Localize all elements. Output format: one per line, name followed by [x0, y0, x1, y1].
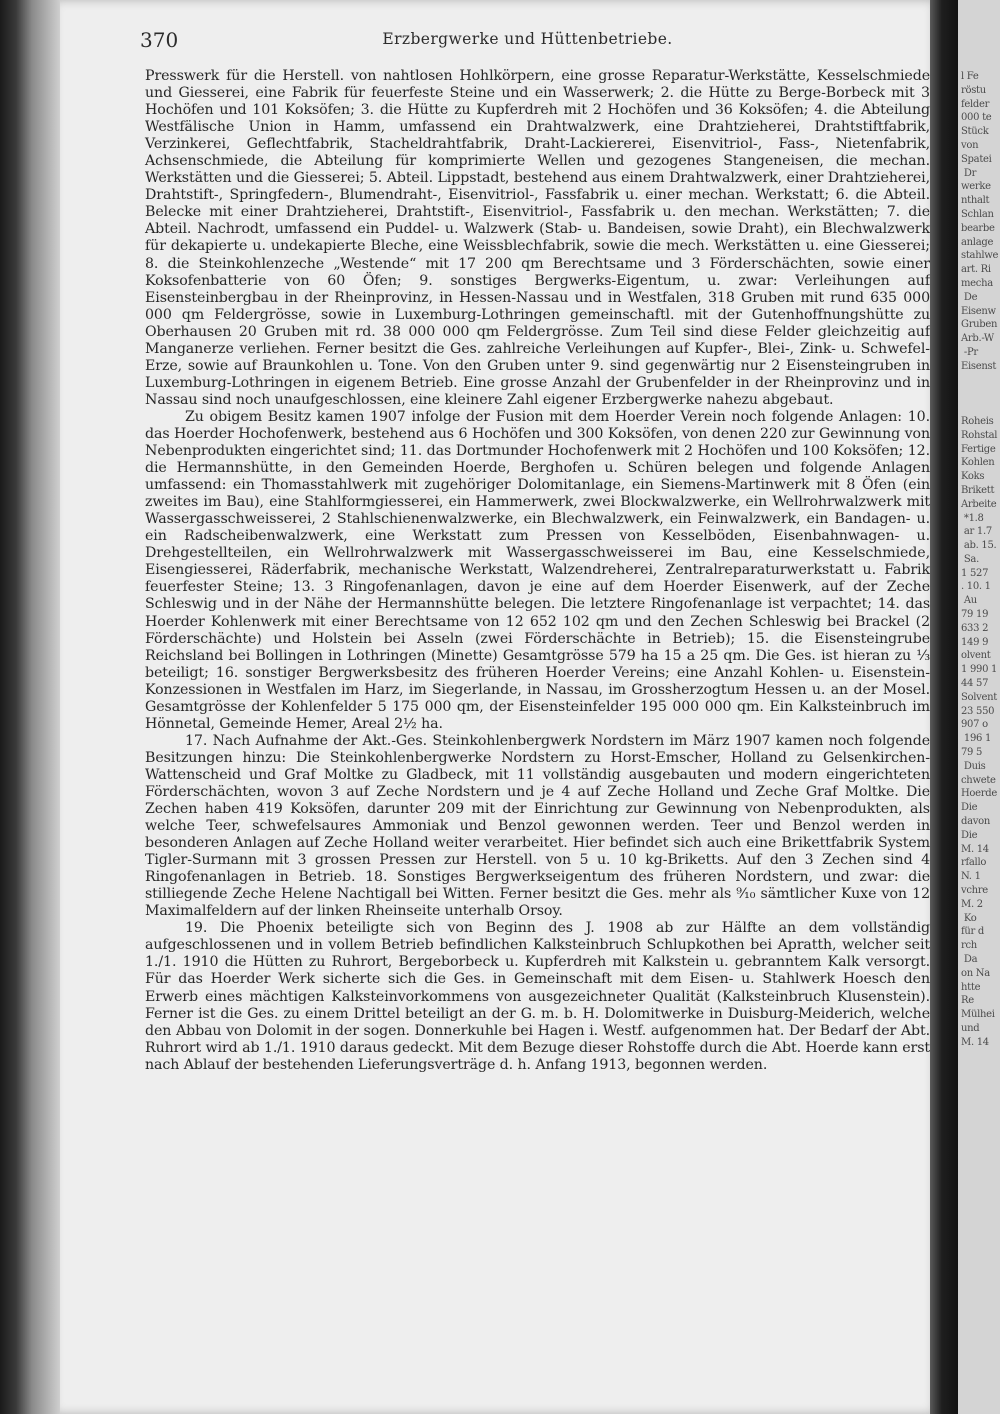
book-binding-gutter	[930, 0, 960, 1414]
paragraph-4: 19. Die Phoenix beteiligte sich von Beginn des J. 1908 ab zur Hälfte an dem vollständig aufgeschlossenen und in vollem Betrieb befindlichen Kalksteinbruch Schlupkothen bei Apratth, welcher seit 1./1. 1910 die Hütten zu Ruhrort, Bergeborbeck u. Kupferdreh mit Kalkstein u. gebranntem Kalk versorgt. Für das Hoerder Werk sicherte sich die Ges. in Gemeinschaft mit dem Eisen- u. Stahlwerk Hoesch den Erwerb eines mächtigen Kalksteinvorkommens von ausgezeichneter Qualität (Kalksteinbruch Klusenstein). Ferner ist die Ges. zu einem Drittel beteiligt an der G. m. b. H. Dolomitwerke in Duisburg-Meiderich, welche den Abbau von Dolomit in der sogen. Donnerkuhle bei Hagen i. Westf. aufgenommen hat. Der Bedarf der Abt. Ruhrort wird ab 1./1. 1910 daraus gedeckt. Mit dem Bezuge dieser Rohstoffe durch die Abt. Hoerde kann erst nach Ablauf der bestehenden Lieferungsverträge d. h. Anfang 1913, begonnen werden.	[145, 920, 930, 1073]
body-text	[145, 68, 930, 1074]
paragraph-3: 17. Nach Aufnahme der Akt.-Ges. Steinkohlenbergwerk Nordstern im März 1907 kamen noch folgende Besitzungen hinzu: Die Steinkohlenbergwerke Nordstern zu Horst-Emscher, Holland zu Gelsenkirchen-Wattenscheid und Graf Moltke zu Gladbeck, mit 11 vollständig ausgebauten und modern eingerichteten Förderschächten, wovon 3 auf Zeche Nordstern und je 4 auf Zeche Holland und Zeche Graf Moltke. Die Zechen haben 419 Koksöfen, darunter 209 mit der Einrichtung zur Gewinnung von Nebenprodukten, als welche Teer, schwefelsaures Ammoniak und Benzol gewonnen werden. Teer und Benzol werden in besonderen Anlagen auf Zeche Holland weiter verarbeitet. Hier befindet sich auch eine Brikettfabrik System Tigler-Surmann mit 3 grossen Pressen zur Herstell. von 5 u. 10 kg-Briketts. Auf den 3 Zechen sind 4 Ringofenanlagen in Betrieb. 18. Sonstiges Bergwerkseigentum des früheren Nordstern, und zwar: die stilliegende Zeche Helene Nachtigall bei Witten. Ferner besitzt die Ges. mehr als ⁹⁄₁₀ sämtlicher Kuxe von 12 Maximalfeldern auf der linken Rheinseite unterhalb Orsoy.	[145, 732, 930, 920]
page-header	[140, 28, 915, 54]
running-title: Erzbergwerke und Hüttenbetriebe.	[382, 30, 673, 48]
page-number: 370	[140, 28, 179, 52]
adjacent-page-edge	[958, 0, 1000, 1414]
adjacent-page-text-fragment: l Fe röstu felder 000 te Stück von Spatei Dr werke nthalt Schlan bearbe anlage stahlwe art. Ri mecha De Eisenw Gruben Arb.-W -Pr Eisenst Roheis Rohstal Fertige Kohlen Koks Brikett Arbeite *1.8 ar 1.7 ab. 15. Sa. 1 527 . 10. 1 Au 79 19 633 2 149 9 olvent 1 990 1 44 57 Solvent 23 550 907 o 196 1 79 5 Duis chwete Hoerde Die davon Die M. 14 rfallo N. 1 vchre M. 2 Ko für d rch Da on Na htte Re Mülhei und M. 14	[961, 71, 999, 1048]
paragraph-1: Presswerk für die Herstell. von nahtlosen Hohlkörpern, eine grosse Reparatur-Werkstätte, Kesselschmiede und Giesserei, eine Fabrik für feuerfeste Steine und ein Wasserwerk; 2. die Hütte zu Berge-Borbeck mit 3 Hochöfen und 101 Koksöfen; 3. die Hütte zu Kupferdreh mit 2 Hochöfen und 36 Koksöfen; 4. die Abteilung Westfälische Union in Hamm, umfassend ein Drahtwalzwerk, eine Drahtzieherei, Drahtstiftfabrik, Verzinkerei, Geflechtfabrik, Stacheldrahtfabrik, Draht-Lackiererei, Eisenvitriol-, Fass-, Nietenfabrik, Achsenschmiede, die Abteilung für komprimierte Wellen und gezogenes Stangeneisen, die mechan. Werkstätten und die Giesserei; 5. Abteil. Lippstadt, bestehend aus einem Drahtwalzwerk, einer Drahtzieherei, Drahtstift-, Springfedern-, Blumendraht-, Eisenvitriol-, Fassfabrik u. einer mechan. Werkstatt; 6. die Abteil. Belecke mit einer Drahtzieherei, Drahtstift-, Eisenvitriol-, Fassfabrik u. den mechan. Werkstätten; 7. die Abteil. Nachrodt, umfassend ein Puddel- u. Walzwerk (Stab- u. Bandeisen, sowie Draht), ein Blechwalzwerk für dekapierte u. undekapierte Bleche, eine Weissblechfabrik, sowie die mech. Werkstätten u. eine Giesserei; 8. die Steinkohlenzeche „Westende“ mit 17 200 qm Berechtsame und 3 Förderschächten, sowie einer Koksofenbatterie von 60 Öfen; 9. sonstiges Bergwerks-Eigentum, u. zwar: Verleihungen auf Eisensteinbergbau in der Rheinprovinz, in Hessen-Nassau und in Westfalen, 318 Gruben mit rund 635 000 000 qm Feldergrösse, sowie in Luxemburg-Lothringen gemeinschaftl. mit der Gutenhoffnungshütte zu Oberhausen 20 Gruben mit rd. 38 000 000 qm Feldergrösse. Zum Teil sind diese Felder gleichzeitig auf Manganerze verliehen. Ferner besitzt die Ges. zahlreiche Verleihungen auf Kupfer-, Blei-, Zink- u. Schwefel-Erze, sowie auf Braunkohlen u. Tone. Von den Gruben unter 9. sind gegenwärtig nur 2 Eisensteingruben in Luxemburg-Lothringen in eigenem Betrieb. Eine grosse Anzahl der Grubenfelder in der Rheinprovinz und in Nassau sind noch unaufgeschlossen, eine kleinere Zahl eigener Erzbergwerke nahezu abgebaut.	[145, 68, 930, 408]
paragraph-2: Zu obigem Besitz kamen 1907 infolge der Fusion mit dem Hoerder Verein noch folgende Anlagen: 10. das Hoerder Hochofenwerk, bestehend aus 6 Hochöfen und 300 Koksöfen, von denen 220 zur Gewinnung von Nebenprodukten eingerichtet sind; 11. das Dortmunder Hochofenwerk mit 2 Hochöfen und 100 Koksöfen; 12. die Hermannshütte, in den Gemeinden Hoerde, Berghofen u. Schüren belegen und folgende Anlagen umfassend: ein Thomasstahlwerk mit zugehöriger Dolomitanlage, ein Siemens-Martinwerk mit 8 Öfen (ein zweites im Bau), eine Stahlformgiesserei, ein Hammerwerk, zwei Blockwalzwerke, ein Wellrohrwalzwerk mit Wassergasschweisserei, 2 Stahlschienenwalzwerke, ein Blechwalzwerk, ein Feinwalzwerk, ein Bandagen- u. ein Radscheibenwalzwerk, eine Werkstatt zum Pressen von Kesselböden, Eisenbahnwagen- u. Drehgestellteilen, ein Wellrohrwalzwerk mit Wassergasschweisserei im Bau, eine Kesselschmiede, Eisengiesserei, Räderfabrik, mechanische Werkstatt, Walzendreherei, Zentralreparaturwerkstatt u. Fabrik feuerfester Steine; 13. 3 Ringofenanlagen, davon je eine auf dem Hoerder Eisenwerk, auf der Zeche Schleswig und in der Nähe der Hermannshütte belegen. Die letztere Ringofenanlage ist verpachtet; 14. das Hoerder Kohlenwerk mit einer Berechtsame von 12 652 102 qm und den Zechen Schleswig bei Brackel (2 Förderschächte) und Holstein bei Asseln (zwei Förderschächte in Betrieb); 15. die Eisensteingrube Reichsland bei Bollingen in Lothringen (Minette) Gesamtgrösse 579 ha 15 a 25 qm. Die Ges. ist hieran zu ⅓ beteiligt; 16. sonstiger Bergwerksbesitz des früheren Hoerder Vereins; eine Anzahl Kohlen- u. Eisenstein-Konzessionen in Westfalen im Harz, im Siegerlande, in Nassau, im Grossherzogtum Hessen u. an der Mosel. Gesamtgrösse der Kohlenfelder 5 175 000 qm, der Eisensteinfelder 195 000 000 qm. Ein Kalksteinbruch im Hönnetal, Gemeinde Hemer, Areal 2½ ha.	[145, 408, 930, 732]
